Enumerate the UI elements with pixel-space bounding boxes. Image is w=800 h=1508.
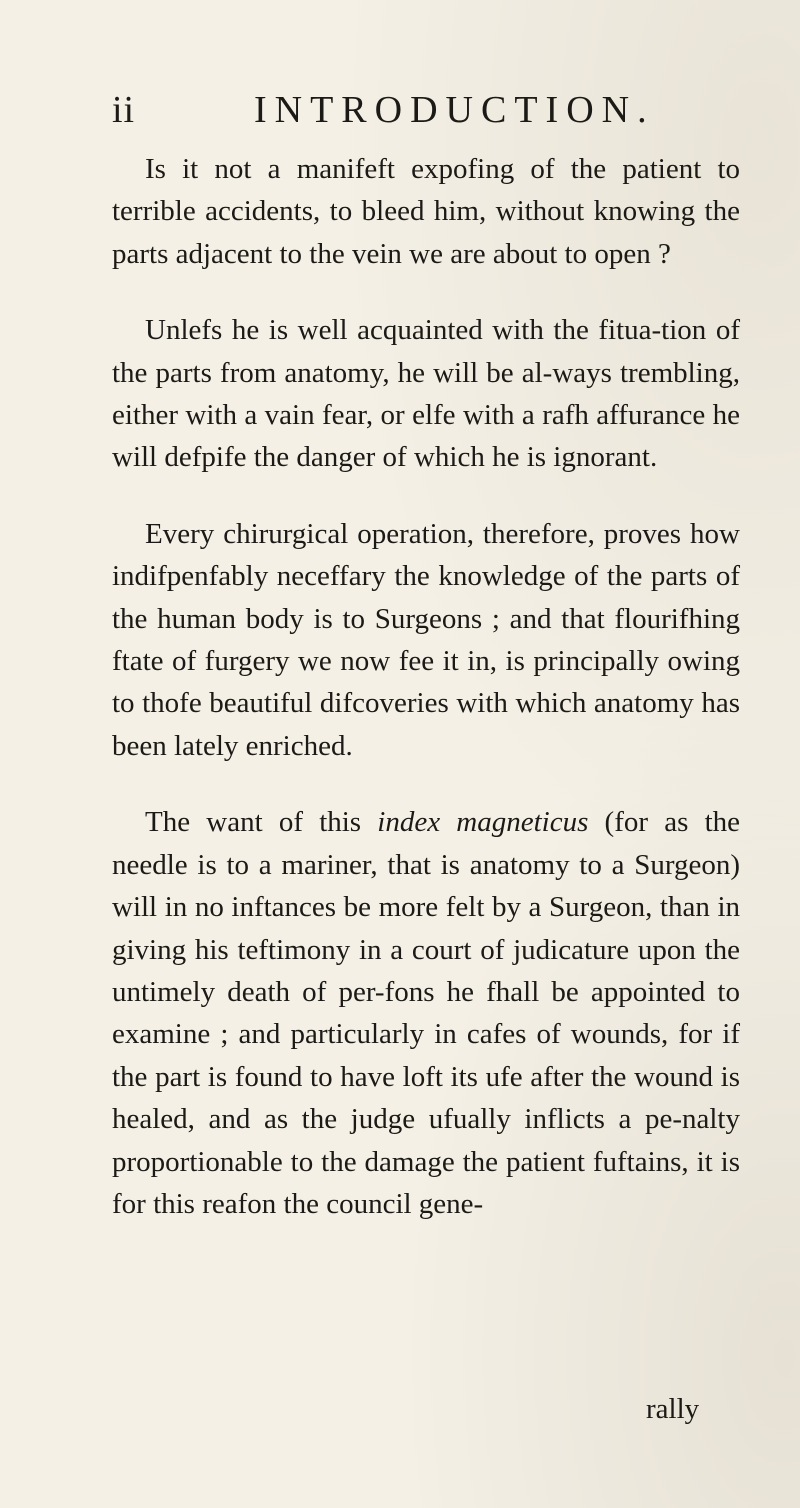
page-header	[112, 88, 712, 138]
page-number: ii	[112, 89, 136, 131]
paragraph-1: Is it not a manifeft expofing of the patient to terrible accidents, to bleed him, without knowing the parts adjacent to the vein we are about to open ?	[112, 153, 740, 270]
paragraph-4-italic-term: index magneticus	[377, 806, 589, 839]
paragraph-3: Every chirurgical operation, therefore, proves how indifpenfably neceffary the knowledge of the parts of the human body is to Surgeons ; and that flourifhing ftate of furgery we now fee it in, is principally owing to thofe beautiful difcoveries with which anatomy has been lately enriched.	[112, 517, 740, 762]
body-text	[112, 148, 740, 1225]
running-title: INTRODUCTION.	[254, 89, 655, 131]
catchword: rally	[646, 1393, 700, 1425]
paragraph-4-text-end: (for as the needle is to a mariner, that is anatomy to a Surgeon) will in no inftances be more felt by a Surgeon, than in giving his teftimony in a court of judicature upon the untimely death of per-fons he fhall be appointed to examine ; and particularly in cafes of wounds, for if the part is found to have loft its ufe after the wound is healed, and as the judge ufually inflicts a pe-nalty proportionable to the damage the patient fuftains, it is for this reafon the council gene-	[112, 806, 740, 1220]
paragraph-4-text-start: The want of this	[145, 806, 378, 839]
paragraph-4	[112, 801, 740, 1225]
paragraph-2: Unlefs he is well acquainted with the fitua-tion of the parts from anatomy, he will be al-ways trembling, either with a vain fear, or elfe with a rafh affurance he will defpife the danger of which he is ignorant.	[112, 314, 740, 474]
